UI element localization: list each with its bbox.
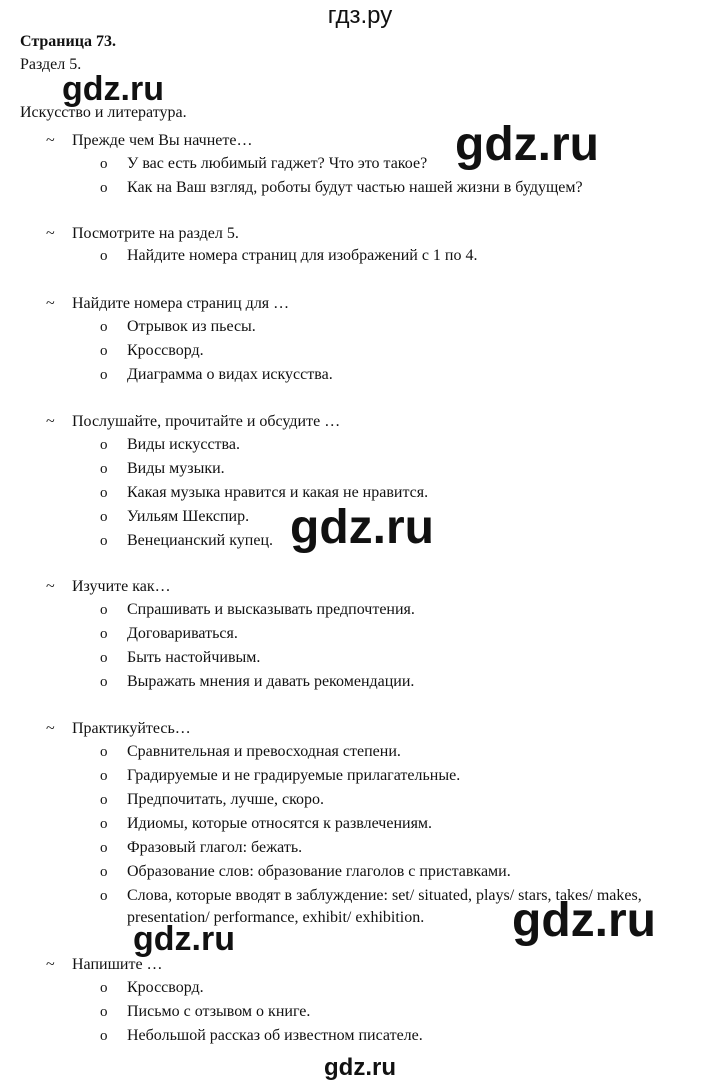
watermark: gdz.ru bbox=[455, 118, 599, 171]
section-heading: Изучите как… bbox=[72, 578, 171, 595]
circle-bullet: o bbox=[100, 1028, 108, 1044]
list-item-continuation: presentation/ performance, exhibit/ exhibition. bbox=[127, 909, 425, 926]
circle-bullet: o bbox=[100, 319, 108, 335]
circle-bullet: o bbox=[100, 744, 108, 760]
circle-bullet: o bbox=[100, 367, 108, 383]
circle-bullet: o bbox=[100, 864, 108, 880]
dash-bullet: ~ bbox=[46, 295, 55, 312]
circle-bullet: o bbox=[100, 248, 108, 264]
list-item: Виды музыки. bbox=[127, 460, 225, 477]
section-label: Раздел 5. bbox=[20, 56, 82, 73]
circle-bullet: o bbox=[100, 888, 108, 904]
list-item: Выражать мнения и давать рекомендации. bbox=[127, 673, 415, 690]
list-item: Виды искусства. bbox=[127, 436, 240, 453]
section-heading: Напишите … bbox=[72, 956, 163, 973]
list-item: Договариваться. bbox=[127, 625, 238, 642]
list-item: Сравнительная и превосходная степени. bbox=[127, 743, 401, 760]
section-heading: Найдите номера страниц для … bbox=[72, 295, 290, 312]
watermark: gdz.ru bbox=[290, 501, 434, 554]
list-item: Какая музыка нравится и какая не нравится. bbox=[127, 484, 429, 501]
dash-bullet: ~ bbox=[46, 720, 55, 737]
list-item: Кроссворд. bbox=[127, 342, 204, 359]
circle-bullet: o bbox=[100, 485, 108, 501]
dash-bullet: ~ bbox=[46, 413, 55, 430]
list-item: Кроссворд. bbox=[127, 979, 204, 996]
site-header-watermark: гдз.ру bbox=[327, 2, 393, 29]
section-heading: Практикуйтесь… bbox=[72, 720, 191, 737]
list-item: Как на Ваш взгляд, роботы будут частью нашей жизни в будущем? bbox=[127, 179, 583, 196]
list-item: Градируемые и не градируемые прилагательные. bbox=[127, 767, 461, 784]
list-item: Образование слов: образование глаголов с приставками. bbox=[127, 863, 511, 880]
list-item: Предпочитать, лучше, скоро. bbox=[127, 791, 325, 808]
list-item: Спрашивать и высказывать предпочтения. bbox=[127, 601, 415, 618]
topic-label: Искусство и литература. bbox=[20, 104, 187, 121]
circle-bullet: o bbox=[100, 674, 108, 690]
circle-bullet: o bbox=[100, 180, 108, 196]
circle-bullet: o bbox=[100, 980, 108, 996]
circle-bullet: o bbox=[100, 626, 108, 642]
watermark: gdz.ru bbox=[133, 920, 235, 958]
list-item: Слова, которые вводят в заблуждение: set/ situated, plays/ stars, takes/ makes, bbox=[127, 887, 642, 904]
dash-bullet: ~ bbox=[46, 132, 55, 149]
list-item: Идиомы, которые относятся к развлечениям. bbox=[127, 815, 433, 832]
list-item: Быть настойчивым. bbox=[127, 649, 261, 666]
list-item: Небольшой рассказ об известном писателе. bbox=[127, 1027, 423, 1044]
list-item: У вас есть любимый гаджет? Что это такое? bbox=[127, 155, 428, 172]
circle-bullet: o bbox=[100, 816, 108, 832]
list-item: Венецианский купец. bbox=[127, 532, 273, 549]
list-item: Диаграмма о видах искусства. bbox=[127, 366, 333, 383]
site-footer-watermark: gdz.ru bbox=[324, 1054, 396, 1081]
list-item: Найдите номера страниц для изображений с 1 по 4. bbox=[127, 247, 478, 264]
dash-bullet: ~ bbox=[46, 956, 55, 973]
list-item: Отрывок из пьесы. bbox=[127, 318, 256, 335]
circle-bullet: o bbox=[100, 437, 108, 453]
watermark: gdz.ru bbox=[512, 894, 656, 947]
watermark: gdz.ru bbox=[62, 70, 164, 108]
circle-bullet: o bbox=[100, 792, 108, 808]
dash-bullet: ~ bbox=[46, 578, 55, 595]
circle-bullet: o bbox=[100, 602, 108, 618]
list-item: Письмо с отзывом о книге. bbox=[127, 1003, 311, 1020]
section-heading: Прежде чем Вы начнете… bbox=[72, 132, 253, 149]
section-heading: Посмотрите на раздел 5. bbox=[72, 225, 239, 242]
page-title: Страница 73. bbox=[20, 33, 116, 50]
circle-bullet: o bbox=[100, 840, 108, 856]
list-item: Фразовый глагол: бежать. bbox=[127, 839, 303, 856]
circle-bullet: o bbox=[100, 156, 108, 172]
circle-bullet: o bbox=[100, 533, 108, 549]
circle-bullet: o bbox=[100, 343, 108, 359]
circle-bullet: o bbox=[100, 650, 108, 666]
circle-bullet: o bbox=[100, 509, 108, 525]
circle-bullet: o bbox=[100, 461, 108, 477]
dash-bullet: ~ bbox=[46, 225, 55, 242]
list-item: Уильям Шекспир. bbox=[127, 508, 250, 525]
section-heading: Послушайте, прочитайте и обсудите … bbox=[72, 413, 341, 430]
circle-bullet: o bbox=[100, 768, 108, 784]
circle-bullet: o bbox=[100, 1004, 108, 1020]
